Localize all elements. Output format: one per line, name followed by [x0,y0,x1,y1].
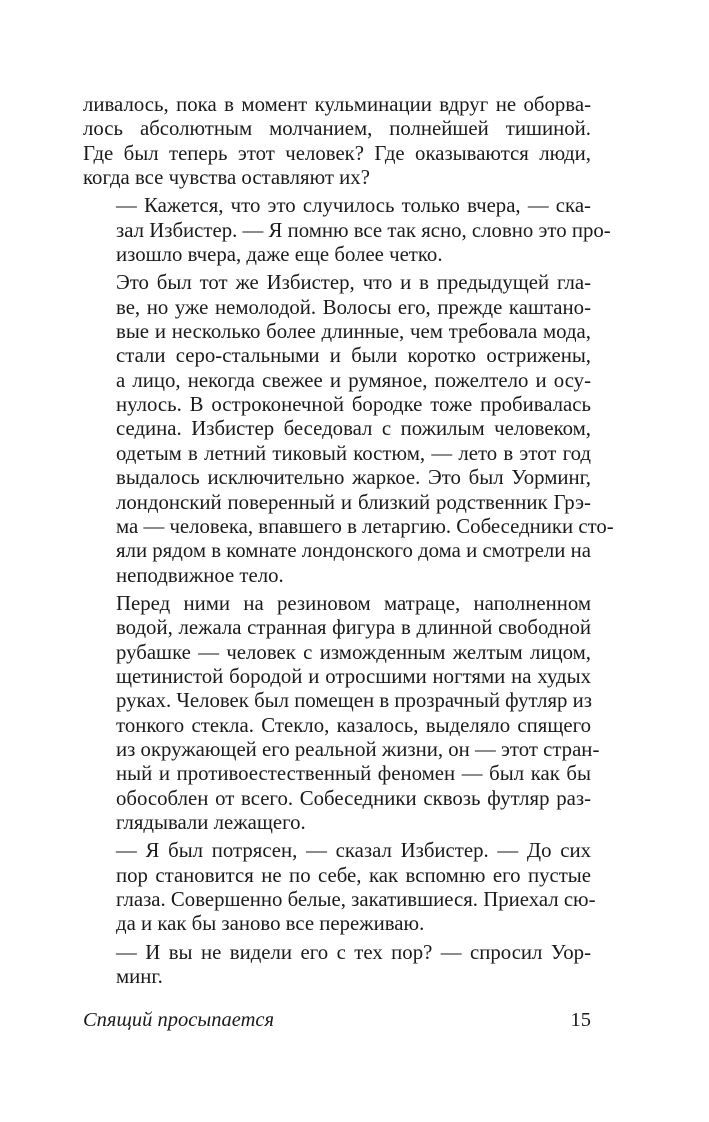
text-line: зал Избистер. — Я помню все так ясно, словно это про- [116,218,611,242]
text-line: выдалось исключительно жаркое. Это был Уорминг, [116,466,591,490]
text-line: глядывали лежащего. [116,810,306,834]
text-line: глаза. Совершенно белые, закатившиеся. Приехал сю- [116,888,596,911]
text-line: пор становится не по себе, как вспомню его пустые [116,863,591,887]
text-line: ный и противоестественный феномен — был как бы [116,762,591,786]
text-line: — Кажется, что это случилось только вчера, — ска- [116,194,591,218]
text-line: руках. Человек был помещен в прозрачный футляр из [116,689,592,713]
text-line: Это был тот же Избистер, что и в предыдущей гла- [116,271,591,295]
running-title: Спящий просыпается [83,1009,275,1031]
text-line: минг. [116,965,163,989]
paragraph-4 [83,591,600,835]
paragraph-6 [83,941,591,990]
text-line: стали серо-стальными и были коротко острижены, [116,344,591,368]
text-line: Перед ними на резиновом матраце, наполненном [116,591,591,615]
text-line: рубашке — человек с изможденным желтым лицом, [116,640,591,664]
text-line: ве, но уже немолодой. Волосы его, прежде каштано- [116,295,591,319]
paragraph-1 [83,93,591,190]
text-line: неподвижное тело. [116,563,284,587]
text-line: седина. Избистер беседовал с пожилым человеком, [116,417,591,441]
paragraph-3 [83,271,614,587]
text-line: яли рядом в комнате лондонского дома и смотрели на [116,539,591,563]
paragraph-2 [83,194,611,267]
text-line: ма — человека, впавшего в летаргию. Собеседники сто- [116,514,614,538]
text-line: вые и несколько более длинные, чем требовала мода, [116,320,591,344]
paragraph-5 [83,839,596,936]
text-line: из окружающей его реальной жизни, он — этот стран- [116,737,600,761]
text-line: да и как бы заново все переживаю. [116,912,425,936]
text-line: Где был теперь этот человек? Где оказываются люди, [83,141,591,165]
text-line: лось абсолютным молчанием, полнейшей тишиной. [83,117,591,141]
page-number: 15 [570,1009,591,1031]
text-line: когда все чувства оставляют их? [83,166,370,190]
text-line: — И вы не видели его с тех пор? — спросил Уор- [116,940,591,964]
text-line: тонкого стекла. Стекло, казалось, выделяло спящего [116,713,591,737]
text-line: одетым в летний тиковый костюм, — лето в этот год [116,441,591,465]
text-line: — Я был потрясен, — сказал Избистер. — До сих [116,839,591,863]
text-line: лондонский поверенный и близкий родственник Грэ- [116,490,591,514]
text-line: а лицо, некогда свежее и румяное, пожелтело и осу- [116,368,591,392]
text-line: щетинистой бородой и отросшими ногтями на худых [116,664,591,688]
text-line: нулось. В остроконечной бородке тоже пробивалась [116,393,591,417]
text-line: водой, лежала странная фигура в длинной свободной [116,616,591,640]
body-text [83,93,614,989]
text-line: изошло вчера, даже еще более четко. [116,243,443,267]
text-line: обособлен от всего. Собеседники сквозь футляр раз- [116,786,591,810]
text-line: ливалось, пока в момент кульминации вдруг не оборва- [83,93,591,116]
